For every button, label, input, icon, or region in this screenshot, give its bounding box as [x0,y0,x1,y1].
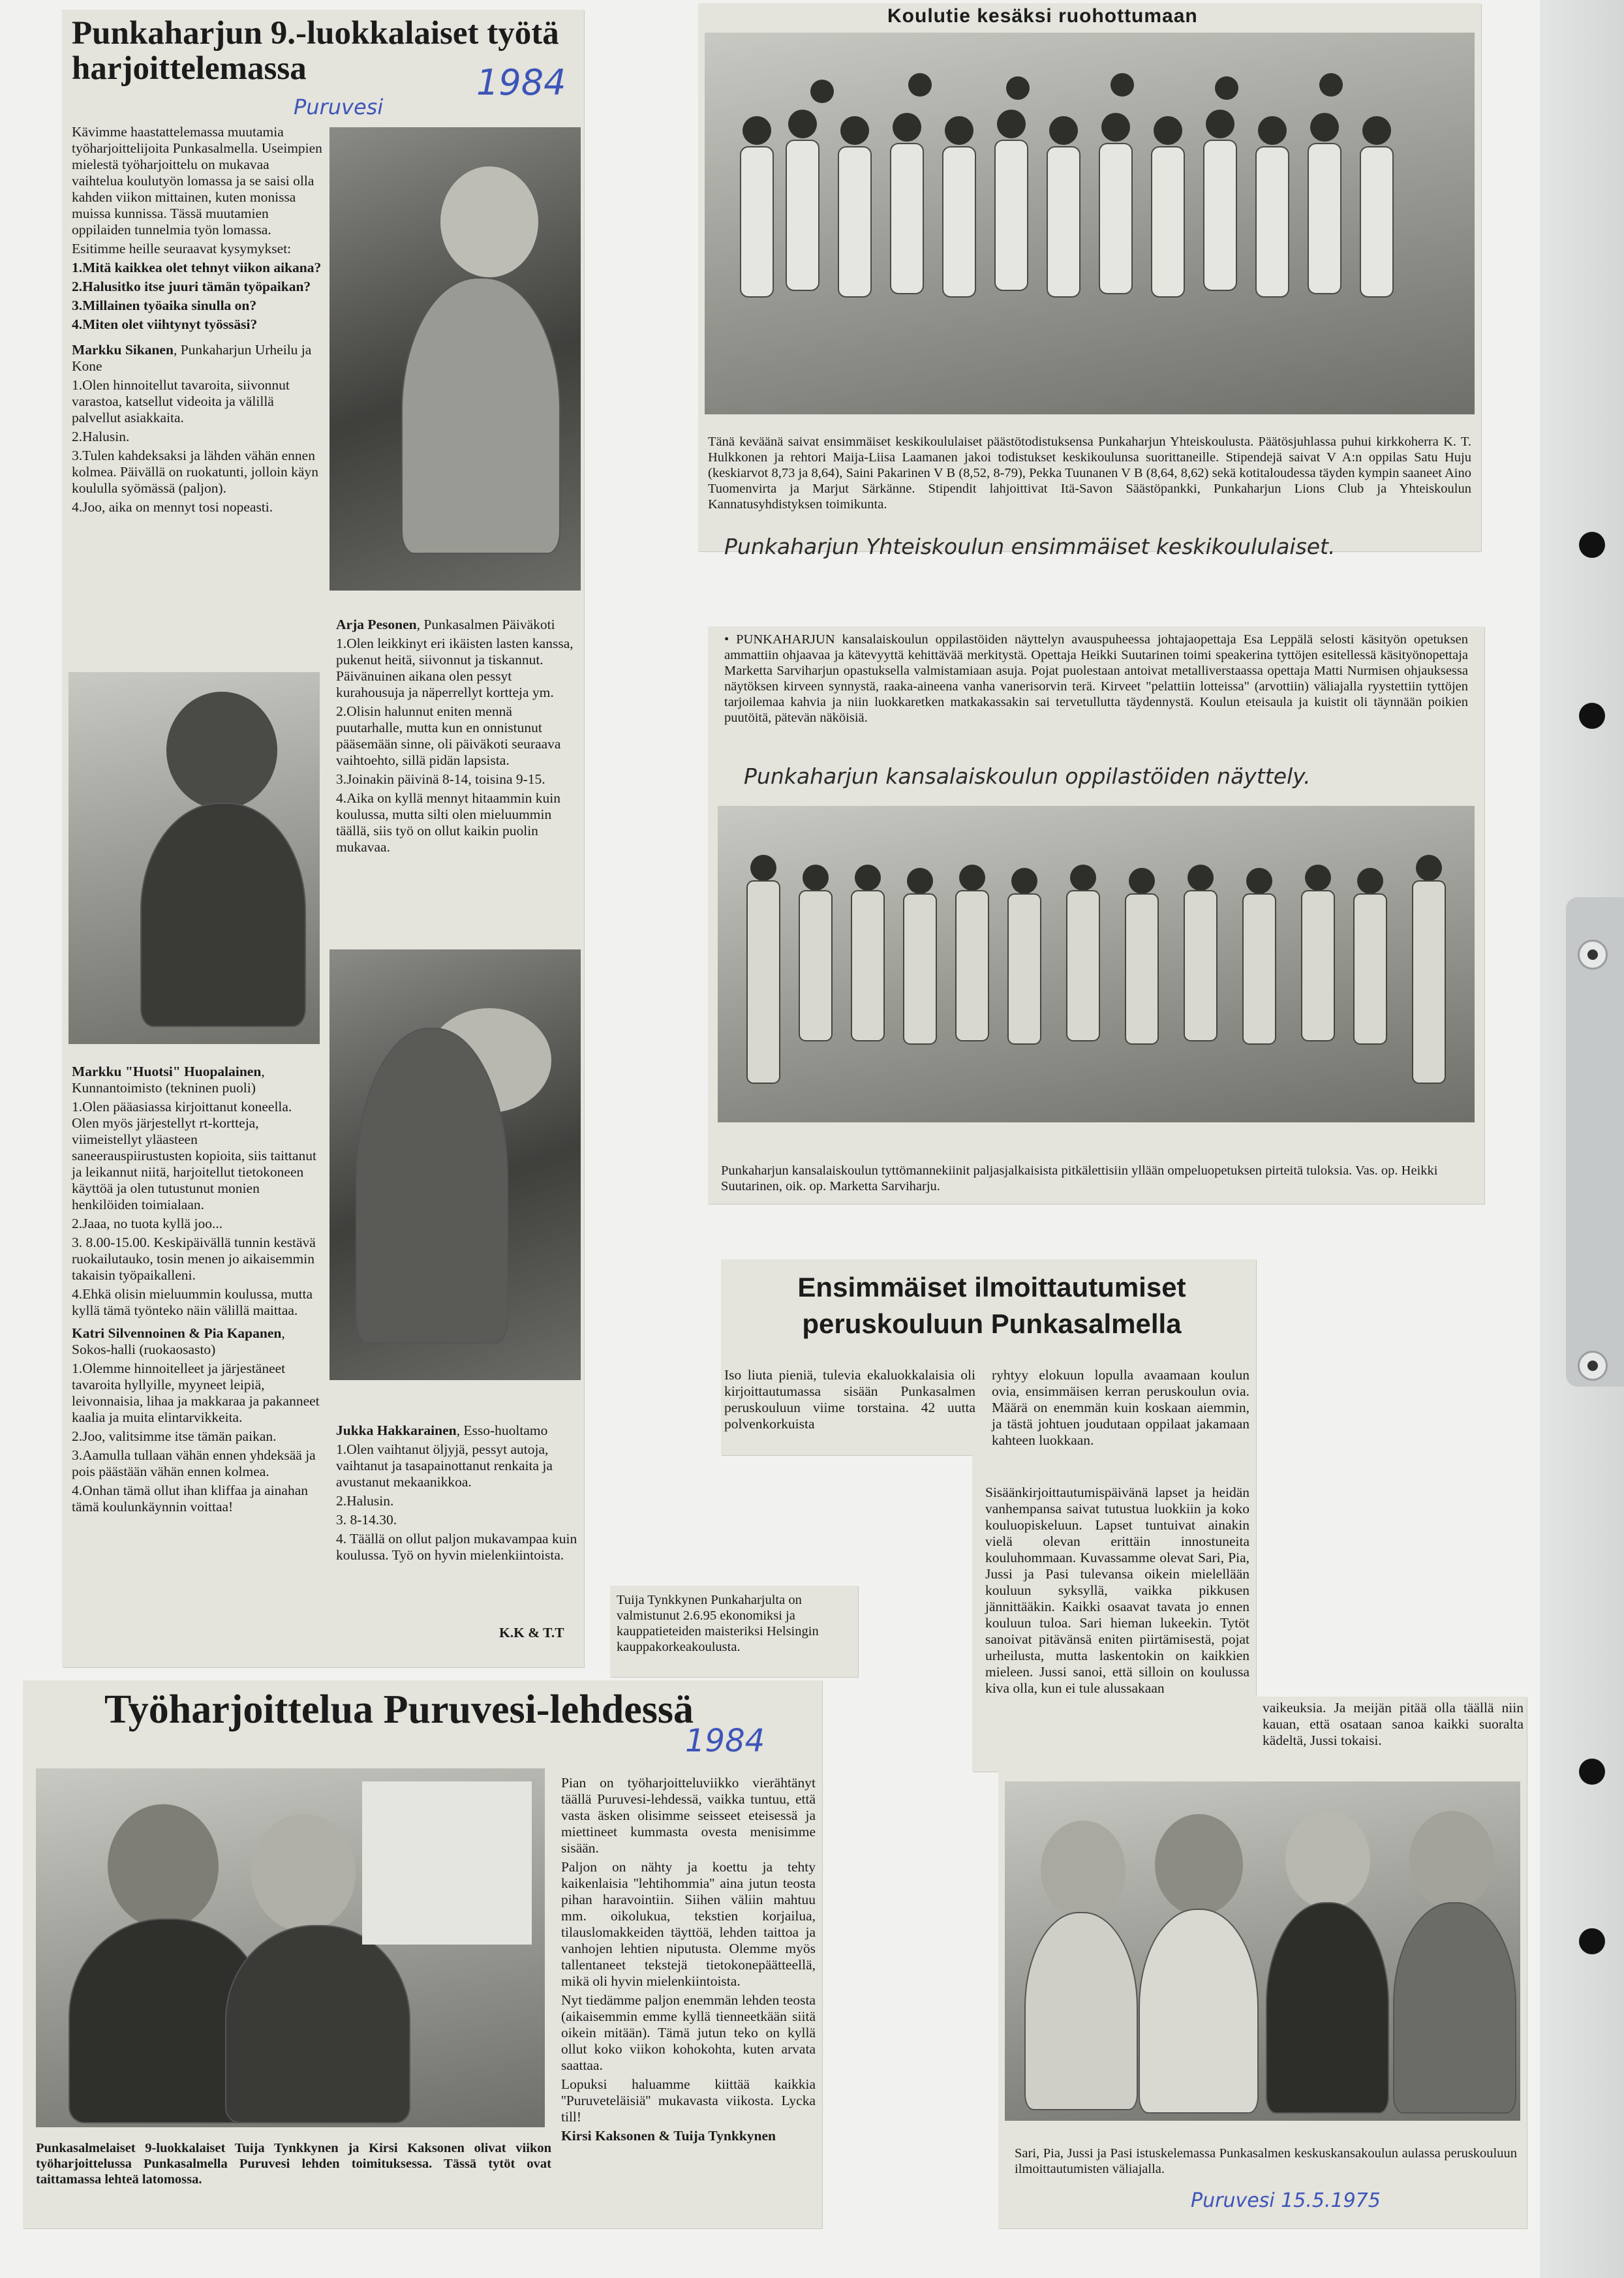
question-3: 3.Millainen työaika sinulla on? [72,298,257,313]
answer: 1.Olen vaihtanut öljyjä, pessyt autoja, vaihtanut ja tasapainottanut renkaita ja avustanut mekaanikkoa. [336,1441,553,1490]
article6-signature: Kirsi Kaksonen & Tuija Tynkkynen [561,2128,776,2144]
article6-text-column [561,1775,816,2147]
article1-intro-column: Kävimme haastattelemassa muutamia työharjoittelijoita Punkasalmella. Useimpien mielestä työharjoittelu on mukavaa vaihtelua koulutyön lomassa ja se saisi olla kahden viikon mittainen, kuten monissa muissa kunnissa. Tässä muutamien oppilaiden tunnelmia työn lomassa. Esitimme heille seuraavat kysymykset: 1.Mitä kaikkea olet tehnyt viikon aikana? 2.Halusitko itse juuri tämän työpaikan? 3.Millainen työaika sinulla on? 4.Miten olet viihtynyt työssäsi? Markku Sikanen, Punkaharjun Urheilu ja Kone 1.Olen hinnoitellut tavaroita, siivonnut varastoa, katsellut videoita ja välillä palvellut asiakkaita. 2.Halusin. 3.Tulen kahdeksaksi ja lähden vähän ennen kolmea. Päivällä on ruokatunti, jolloin käyn koululla syömässä (paljon). 4.Joo, aika on mennyt tosi nopeasti. [72,124,322,515]
interviewee-name: Markku Sikanen [72,342,174,358]
answer: 4.Onhan tämä ollut ihan kliffaa ja ainahan tämä koulunkäynnin voittaa! [72,1483,308,1515]
answer: 2.Olisin halunnut eniten mennä puutarhalle, mutta kun en onnistunut pääsemään sinne, oli päiväkoti seuraava vaihtoehto, sillä pidän lapsista. [336,703,561,768]
answer: 2.Joo, valitsimme itse tämän paikan. [72,1428,277,1444]
article4-column-3: Sisäänkirjoittautumispäivänä lapset ja heidän vanhempansa saivat tutustua luokkiin ja koko kouluopiskeluun. Lapset tuntuivat ainakin vielä olevan erittäin innostuneita kouluhommaan. Kuvassamme olevat Sari, Pia, Jussi ja Pasi tulevansa oikein mielellään kouluun syksyllä, vaikka pikkusen jännittääkin. Kaikki osaavat tavata jo ennen kouluun tuloa. Sari hieman lukeekin. Tytöt sanoivat pitävänsä eniten piirtämisestä, pojat urheilusta, mutta laskentokin on kaikkien mieleen. Jussi sanoi, että silloin on koulussa kiva olla, kun ei tule alussakaan [985,1485,1249,1696]
photo-fashion-show [718,806,1475,1122]
punch-hole [1579,1928,1605,1954]
answer: 4.Joo, aika on mennyt tosi nopeasti. [72,499,273,515]
answer: 2.Halusin. [72,429,130,444]
pen-year: 1984 [685,1723,765,1759]
photo-mechanic [329,949,581,1380]
interviewee-place: Punkasalmen Päiväkoti [423,617,555,632]
paragraph: Paljon on nähty ja koettu ja tehty kaikenlaisia ''lehtihommia'' aina jutun teosta pihan haravointiin. Siihen väliin mahtuu mm. oikolukua, tekstien korjailua, tilauslomakkeiden täyttöä, lehden taittoa ja vanhojen lehtien niputusta. Olemme myös tallentaneet tekstejä tietokonepäätteellä, mikä oli hyvin mielenkiintoista. [561,1859,816,1989]
photo-graduates-group [705,33,1475,414]
article6-title: Työharjoittelua Puruvesi-lehdessä [104,1687,694,1732]
answer: 1.Olen pääasiassa kirjoittanut koneella. Olen myös järjestellyt rt-kortteja, viimeistellyt yläasteen saneerauspiirustusten kopioita, siis taittanut ja leikannut niitä, harjoitellut tietokoneen käyttöä ja olen tutustunut monien henkilöiden toimialaan. [72,1099,316,1212]
interviewee-place: Kunnantoimisto (tekninen puoli) [72,1080,256,1096]
pen-date-note: Puruvesi 15.5.1975 [1191,2189,1381,2212]
article1-column-2: Arja Pesonen, Punkasalmen Päiväkoti 1.Olen leikkinyt eri ikäisten lasten kanssa, pukenut heitä, siivonnut ja tiskannut. Päivänuinen aikana olen pessyt kurahousuja ja näperrellyt kortteja ym. 2.Olisin halunnut eniten mennä puutarhalle, mutta kun en onnistunut pääsemään sinne, oli päiväkoti seuraava vaihtoehto, sillä pidän lapsista. 3.Joinakin päivinä 8-14, toisina 9-15. 4.Aika on kyllä mennyt hitaammin kuin koulussa, mutta silti olen mieluummin täällä, siis työ on ollut kaikin puolin mukavaa. [336,617,581,858]
article1-column-4: Jukka Hakkarainen, Esso-huoltamo 1.Olen vaihtanut öljyjä, pessyt autoja, vaihtanut ja tasapainottanut renkaita ja avustanut mekaanikkoa. 2.Halusin. 3. 8-14.30. 4. Täällä on ollut paljon mukavampaa kuin koulussa. Työ on hyvin mielenkiintoista. [336,1423,581,1566]
photo-boy-typing [69,672,320,1044]
answer: 4.Ehkä olisin mieluummin koulussa, mutta kyllä tämä työnteko näin välillä maittaa. [72,1286,313,1318]
answer: 1.Olen leikkinyt eri ikäisten lasten kanssa, pukenut heitä, siivonnut ja tiskannut. Päivänuinen aikana olen pessyt kurahousuja ja näperrellyt kortteja ym. [336,636,574,700]
article3-intro: • PUNKAHARJUN kansalaiskoulun oppilastöiden näyttelyn avauspuheessa johtajaopettaja Esa Leppälä selosti käsityön opetuksen ammattiin ohjaavaa ja kätevyyttä kehittävää merkitystä. Opettaja Heikki Suutarinen toimi speakerina tyttöjen esitellessä käsityönopettaja Marketta Sarviharjun opastuksella valmistamiaan asuja. Pojat puolestaan antoivat metalliverstaassa opettaja Matti Nurmisen ohjauksessa näytöksen kirveen synnystä, raaka-aineena vanha vanerisorvin terä. Kirveet "pelattiin lotteissa" (arvottiin) väliajalla ryystettiin tyttöjen tarjoilemaa kahvia ja niin luokkaretken matkakassakin sai tervetullutta täydennystä. Koulun eteisaula ja kuistit oli täynnään poikien puutöitä, pätevän näköisiä. [724,632,1468,725]
article4-column-1: Iso liuta pieniä, tulevia ekaluokkalaisia oli kirjoittautumassa sisään Punkasalmen peruskouluun viime torstaina. 42 uutta polvenkorkuista [724,1367,975,1432]
answer: 4.Aika on kyllä mennyt hitaammin kuin koulussa, mutta silti olen mieluummin täällä, siis työ on ollut kaikin puolin mukavaa. [336,790,560,855]
answer: 4. Täällä on ollut paljon mukavampaa kuin koulussa. Työ on hyvin mielenkiintoista. [336,1531,577,1563]
answer: 3.Aamulla tullaan vähän ennen yhdeksää ja pois päästään vähän ennen kolmea. [72,1447,316,1479]
question-2: 2.Halusitko itse juuri tämän työpaikan? [72,279,311,294]
article1-signature: K.K & T.T [499,1625,564,1640]
punch-hole [1579,1759,1605,1785]
answer: 3. 8.00-15.00. Keskipäivällä tunnin kestävä ruokailutauko, tosin menen jo aikaisemmin takaisin työpaikalleni. [72,1235,316,1283]
binder-tab [1566,897,1624,1387]
article4-column-2: ryhtyy elokuun lopulla avaamaan koulun ovia, ensimmäisen kerran peruskoulun ovia. Määrä on enemmän kuin koskaan aiemmin, ja tästä johtuen joudutaan oppilaat jakamaan kahteen luokkaan. [992,1367,1249,1448]
interviewee-name: Markku "Huotsi" Huopalainen [72,1064,262,1079]
pen-year: 1984 [476,62,566,103]
pen-source: Puruvesi [294,95,384,119]
models-figures [718,806,1475,1122]
article4-column-4: vaikeuksia. Ja meijän pitää olla täällä niin kauan, että osataan sanoa kaikki suoralta kädeltä, Jussi tokaisi. [1263,1700,1524,1748]
article1-title: Punkaharjun 9.-luokkalaiset työtä harjoittelemassa [72,15,559,87]
article6-caption: Punkasalmelaiset 9-luokkalaiset Tuija Tynkkynen ja Kirsi Kaksonen olivat viikon työharjoittelussa Punkasalmella Puruvesi lehden toimituksessa. Tässä tytöt ovat taittamassa lehteä latomossa. [36,2141,551,2187]
paragraph: Lopuksi haluamme kiittää kaikkia ''Puruveteläisiä'' mukavasta viikosta. Lycka till! [561,2076,816,2125]
paragraph: Pian on työharjoitteluviikko vierähtänyt täällä Puruvesi-lehdessä, vaikka tuntuu, että vasta äsken olisimme seisseet eteisessä ja miettineet kummasta ovesta menisimme sisään. [561,1775,816,1856]
binder-ring [1578,940,1608,970]
article3-caption: Punkaharjun kansalaiskoulun tyttömannekiinit paljasjalkaisista pitkälettisiin yllään ompeluopetuksen pirteitä tuloksia. Vas. op. Heikki Suutarinen, oik. op. Marketta Sarviharju. [721,1163,1438,1193]
interviewee-place: Punkaharjun Urheilu ja Kone [72,342,312,374]
article2-kicker: Koulutie kesäksi ruohottumaan [887,5,1198,27]
question-4: 4.Miten olet viihtynyt työssäsi? [72,316,258,332]
answer: 2.Halusin. [336,1493,394,1509]
punch-hole [1579,703,1605,729]
interviewee-place: Esso-huoltamo [463,1423,548,1438]
paragraph: Nyt tiedämme paljon enemmän lehden teosta (aikaisemmin emme kyllä tienneetkään siitä oikein mitään). Tämä jutun teko on kyllä ollut koko viikon kohokohta, kuten arvata saattaa. [561,1992,816,2073]
answer: 2.Jaaa, no tuota kyllä joo... [72,1216,223,1231]
handwritten-caption: Punkaharjun Yhteiskoulun ensimmäiset keskikoululaiset. [724,534,1336,559]
answer: 3.Tulen kahdeksaksi ja lähden vähän ennen kolmea. Päivällä on ruokatunti, jolloin käyn koululla syömässä (paljon). [72,448,318,496]
article4-caption: Sari, Pia, Jussi ja Pasi istuskelemassa Punkasalmen keskuskansakoulun aulassa peruskouluun ilmoittautumisten väliajalla. [1015,2146,1517,2176]
article1-column-3: Markku "Huotsi" Huopalainen, Kunnantoimisto (tekninen puoli) 1.Olen pääasiassa kirjoittanut koneella. Olen myös järjestellyt rt-kortteja, viimeistellyt yläasteen saneerauspiirustusten kopioita, siis taittanut ja leikannut niitä, harjoitellut tietokoneen käyttöä ja olen tutustunut monien henkilöiden toimialaan. 2.Jaaa, no tuota kyllä joo... 3. 8.00-15.00. Keskipäivällä tunnin kestävä ruokailutauko, tosin menen jo aikaisemmin takaisin työpaikalleni. 4.Ehkä olisin mieluummin koulussa, mutta kyllä tämä työnteko näin välillä maittaa. Katri Silvennoinen & Pia Kapanen, Sokos-halli (ruokaosasto) 1.Olemme hinnoitelleet ja järjestäneet tavaroita hyllyille, myyneet leipiä, leivonnaisia, lihaa ja makkaraa ja pakanneet kaalia ja muita elintarvikkeita. 2.Joo, valitsimme itse tämän paikan. 3.Aamulla tullaan vähän ennen yhdeksää ja pois päästään vähän ennen kolmea. 4.Onhan tämä ollut ihan kliffaa ja ainahan tämä koulunkäynnin voittaa! [72,1064,320,1515]
article1-intro: Kävimme haastattelemassa muutamia työharjoittelijoita Punkasalmella. Useimpien mielestä työharjoittelu on mukavaa vaihtelua koulutyön lomassa ja se saisi olla kahden viikon mittainen, kuten monissa muissa kunnissa. Tässä muutamien oppilaiden tunnelmia työn lomassa. [72,124,322,238]
answer: 1.Olen hinnoitellut tavaroita, siivonnut varastoa, katsellut videoita ja välillä palvellut asiakkaita. [72,377,290,425]
binder-ring [1578,1351,1608,1381]
photo-four-children [1005,1781,1520,2121]
interviewee-place: Sokos-halli (ruokaosasto) [72,1342,216,1357]
interviewee-name: Katri Silvennoinen & Pia Kapanen [72,1325,282,1341]
handwritten-caption: Punkaharjun kansalaiskoulun oppilastöiden näyttely. [744,763,1311,789]
photo-girl-cleaning [329,127,581,591]
answer: 1.Olemme hinnoitelleet ja järjestäneet tavaroita hyllyille, myyneet leipiä, leivonnaisia, lihaa ja makkaraa ja pakanneet kaalia ja muita elintarvikkeita. [72,1361,320,1425]
answer: 3.Joinakin päivinä 8-14, toisina 9-15. [336,771,545,787]
interviewee-name: Arja Pesonen [336,617,417,632]
answer: 3. 8-14.30. [336,1512,397,1528]
article2-caption: Tänä keväänä saivat ensimmäiset keskikoululaiset päästötodistuksensa Punkaharjun Yhteiskoulusta. Päätösjuhlassa puhui kirkkoherra K. T. Hulkkonen ja rehtori Maija-Liisa Laamanen jakoi todistukset keskikoulunsa suorittaneille. Stipendejä saivat V A:n oppilas Satu Huju (keskiarvot 8,73 ja 8,64), Saini Pakarinen V B (8,52, 8-79), Pekka Tuunanen V B (8,64, 8,62) sekä kotitaloudessa täyden kympin saaneet Aino Tuomenvirta ja Marjut Särkänne. Stipendit lahjoittivat Itä-Savon Säästöpankki, Punkaharjun Lions Club ja Yhteiskoulun Kannatusyhdistyksen toimikunta. [708,435,1471,512]
punch-hole [1579,532,1605,558]
article5-text: Tuija Tynkkynen Punkaharjulta on valmistunut 2.6.95 ekonomiksi ja kauppatieteiden maisteriksi Helsingin kauppakorkeakoulusta. [617,1593,819,1654]
graduates-figures [705,33,1475,414]
interviewee-name: Jukka Hakkarainen [336,1423,457,1438]
questions-lead: Esitimme heille seuraavat kysymykset: [72,241,292,256]
article4-title: Ensimmäiset ilmoittautumiset peruskouluun Punkasalmella [797,1272,1186,1339]
question-1: 1.Mitä kaikkea olet tehnyt viikon aikana? [72,260,322,275]
photo-girls-layout [36,1768,545,2127]
